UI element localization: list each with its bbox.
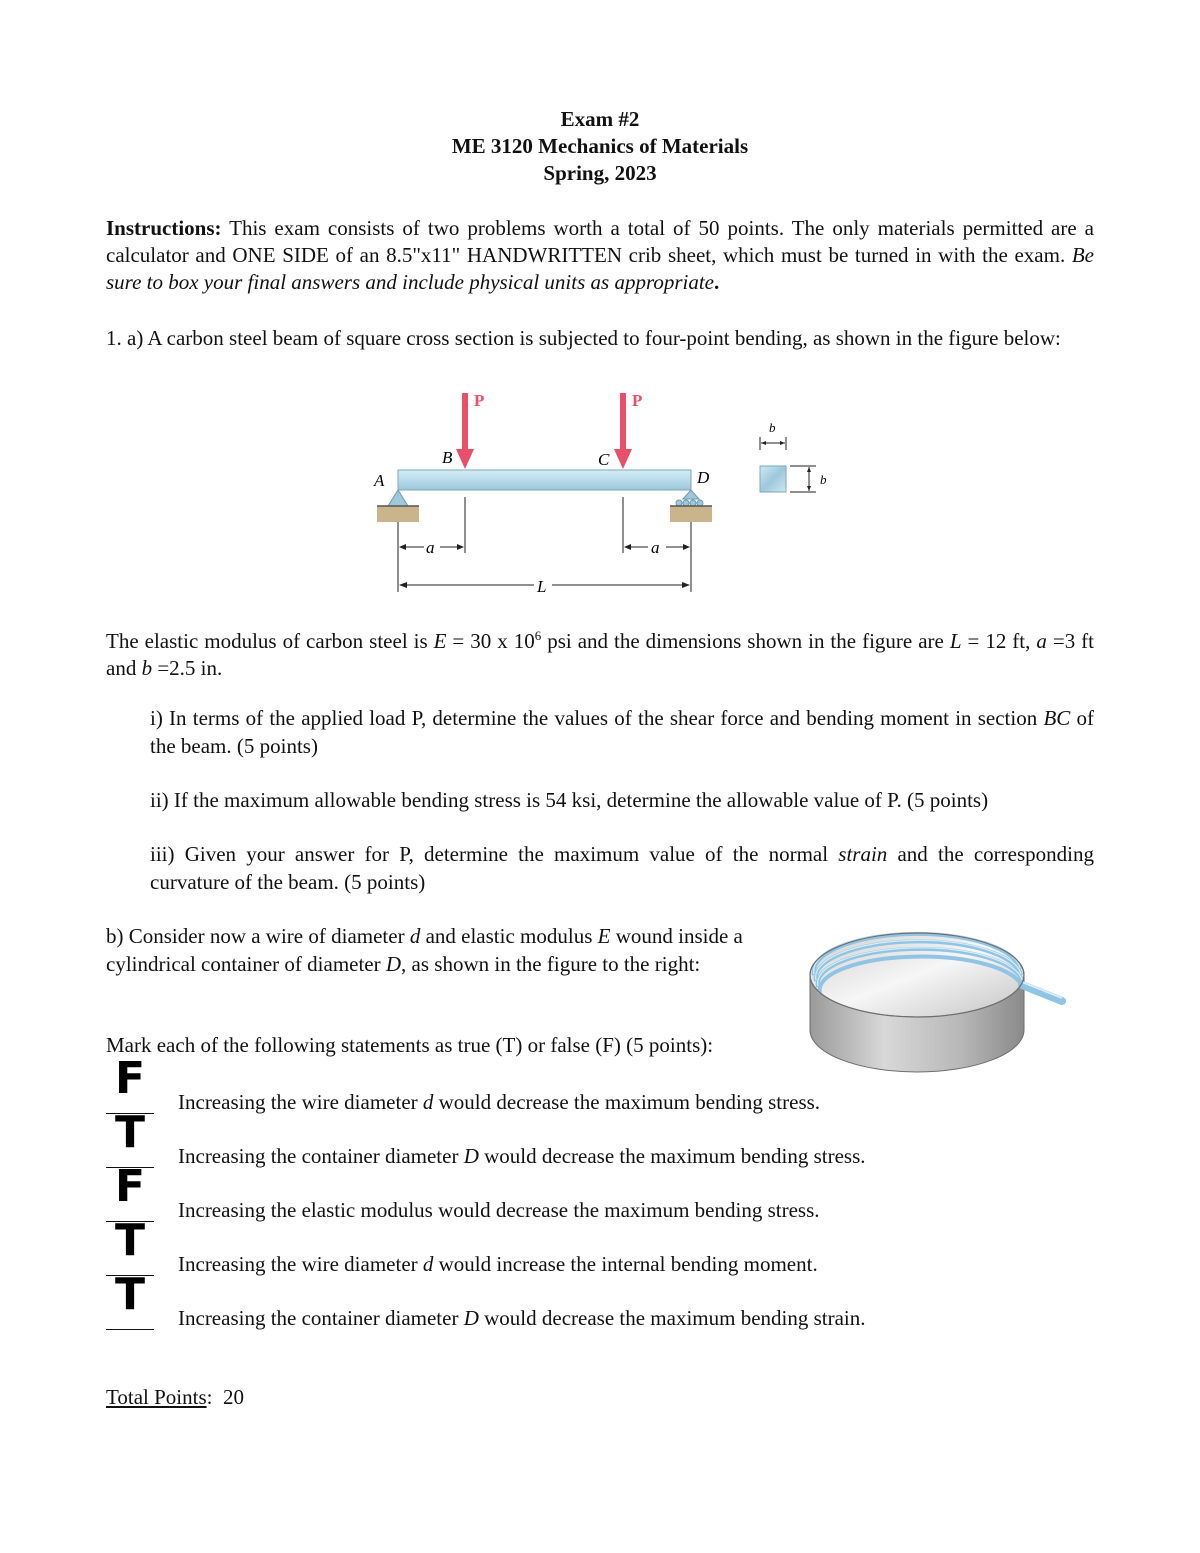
total-points-colon: : bbox=[206, 1385, 213, 1409]
handwritten-answer: F bbox=[114, 1053, 146, 1104]
dim-label-l: L bbox=[537, 577, 547, 596]
statement-pre: Increasing the container diameter bbox=[178, 1306, 464, 1330]
total-points-label: Total Points bbox=[106, 1385, 207, 1409]
pin-support-icon bbox=[377, 490, 419, 522]
statement-row bbox=[106, 1053, 1106, 1114]
statement-post: would decrease the maximum bending stress. bbox=[433, 1090, 821, 1114]
total-points-value: 20 bbox=[212, 1385, 244, 1409]
statement-row bbox=[106, 1269, 1106, 1330]
problem-1b-e: E bbox=[597, 924, 611, 948]
part-i-text: i) In terms of the applied load P, determine the values of the shear force and bending moment in section bbox=[150, 706, 1044, 730]
statement-var: d bbox=[422, 1090, 434, 1114]
dim-label-a-right: a bbox=[651, 538, 660, 557]
statement-row bbox=[106, 1107, 1106, 1168]
handwritten-answer: T bbox=[114, 1107, 145, 1158]
part-iii-strain: strain bbox=[838, 842, 888, 866]
statement-post: would decrease the maximum bending stress. bbox=[478, 1144, 866, 1168]
problem-1b-text bbox=[106, 922, 766, 978]
dim-value-a: =3 ft and bbox=[106, 629, 1095, 680]
wire-end-icon bbox=[1022, 985, 1062, 1001]
dim-label-b-top: b bbox=[769, 420, 776, 435]
dim-symbol-b: b bbox=[141, 656, 153, 680]
load-arrow-left-icon bbox=[456, 393, 474, 469]
beam-figure bbox=[360, 385, 840, 600]
part-ii: ii) If the maximum allowable bending stress is 54 ksi, determine the allowable value of P. (5 points) bbox=[150, 788, 989, 812]
problem-1b-t2: and elastic modulus bbox=[420, 924, 598, 948]
load-label-right: P bbox=[632, 391, 643, 410]
instructions bbox=[106, 215, 1094, 296]
modulus-text-post: psi and the dimensions shown in the figure are bbox=[541, 629, 950, 653]
dim-label-a-left: a bbox=[426, 538, 435, 557]
statement-var: d bbox=[422, 1252, 434, 1276]
statement-var: D bbox=[463, 1306, 479, 1330]
statement-text bbox=[178, 1089, 820, 1116]
statement-pre: Increasing the container diameter bbox=[178, 1144, 464, 1168]
statement-var: D bbox=[463, 1144, 479, 1168]
instructions-text: This exam consists of two problems worth a total of 50 points. The only materials permitted are a calculator and ONE SIDE of an 8.5"x11" HANDWRITTEN crib sheet, which must be turned in with the exam. bbox=[106, 216, 1094, 267]
handwritten-answer: T bbox=[114, 1269, 145, 1320]
part-iii bbox=[150, 840, 1094, 896]
cross-section-icon bbox=[760, 437, 816, 492]
problem-1b-t4: , as shown in the figure to the right: bbox=[401, 952, 701, 976]
instructions-emphasis: Be sure to box your final answers and include physical units as appropriate bbox=[106, 243, 1094, 294]
handwritten-answer: T bbox=[114, 1215, 145, 1266]
course-title: ME 3120 Mechanics of Materials bbox=[451, 134, 749, 158]
modulus-text: The elastic modulus of carbon steel is bbox=[106, 629, 434, 653]
beam bbox=[398, 470, 691, 490]
problem-1a-intro: 1. a) A carbon steel beam of square cross section is subjected to four-point bending, as shown in the figure below: bbox=[106, 326, 1061, 350]
statement-pre: Increasing the wire diameter bbox=[178, 1090, 423, 1114]
dim-symbol-a: a bbox=[1036, 629, 1047, 653]
problem-1b-t1: b) Consider now a wire of diameter bbox=[106, 924, 410, 948]
load-arrow-right-icon bbox=[614, 393, 632, 469]
instructions-period: . bbox=[714, 270, 720, 294]
statement-pre: Increasing the wire diameter bbox=[178, 1252, 423, 1276]
problem-1b-t3: wound inside a cylindrical container of diameter bbox=[106, 924, 743, 976]
exam-title: Exam #2 bbox=[560, 107, 640, 131]
dim-value-l: = 12 ft, bbox=[961, 629, 1037, 653]
statement-post: would increase the internal bending moment. bbox=[433, 1252, 818, 1276]
semester: Spring, 2023 bbox=[543, 161, 657, 185]
statement-row bbox=[106, 1215, 1106, 1276]
part-iii-points: and the corresponding curvature of the beam. (5 points) bbox=[150, 842, 1094, 894]
part-i-section: BC bbox=[1043, 706, 1071, 730]
instructions-label: Instructions: bbox=[106, 216, 222, 240]
modulus-exponent: 6 bbox=[534, 628, 542, 643]
point-label-a: A bbox=[374, 471, 385, 490]
point-label-b: B bbox=[442, 448, 453, 467]
dim-symbol-l: L bbox=[949, 629, 962, 653]
statement-text bbox=[178, 1143, 866, 1170]
load-label-left: P bbox=[474, 391, 485, 410]
wire-container-figure bbox=[800, 905, 1070, 1075]
statement-text bbox=[178, 1305, 866, 1332]
modulus-paragraph bbox=[106, 622, 1094, 682]
point-label-c: C bbox=[598, 450, 610, 469]
part-i-points: of the beam. (5 points) bbox=[150, 706, 1095, 758]
dim-label-b-side: b bbox=[820, 472, 827, 487]
modulus-symbol: E bbox=[433, 629, 447, 653]
point-label-d: D bbox=[697, 468, 710, 487]
modulus-value: = 30 x 10 bbox=[446, 629, 535, 653]
statement-text bbox=[178, 1197, 820, 1224]
mark-instructions: Mark each of the following statements as true (T) or false (F) (5 points): bbox=[106, 1033, 714, 1057]
dim-value-b: =2.5 in. bbox=[152, 656, 223, 680]
exam-header bbox=[0, 106, 1200, 187]
statement-row bbox=[106, 1161, 1106, 1222]
problem-1b-big-d: D bbox=[385, 952, 402, 976]
statement-post: would decrease the maximum bending strain. bbox=[478, 1306, 866, 1330]
problem-1b-d: d bbox=[409, 924, 421, 948]
statement-text bbox=[178, 1251, 818, 1278]
roller-support-icon bbox=[670, 490, 712, 522]
part-i bbox=[150, 704, 1094, 760]
statement-pre: Increasing the elastic modulus would decrease the maximum bending stress. bbox=[178, 1198, 820, 1222]
part-iii-text: iii) Given your answer for P, determine the maximum value of the normal bbox=[150, 842, 839, 866]
handwritten-answer: F bbox=[114, 1161, 146, 1212]
total-points bbox=[106, 1384, 1094, 1411]
